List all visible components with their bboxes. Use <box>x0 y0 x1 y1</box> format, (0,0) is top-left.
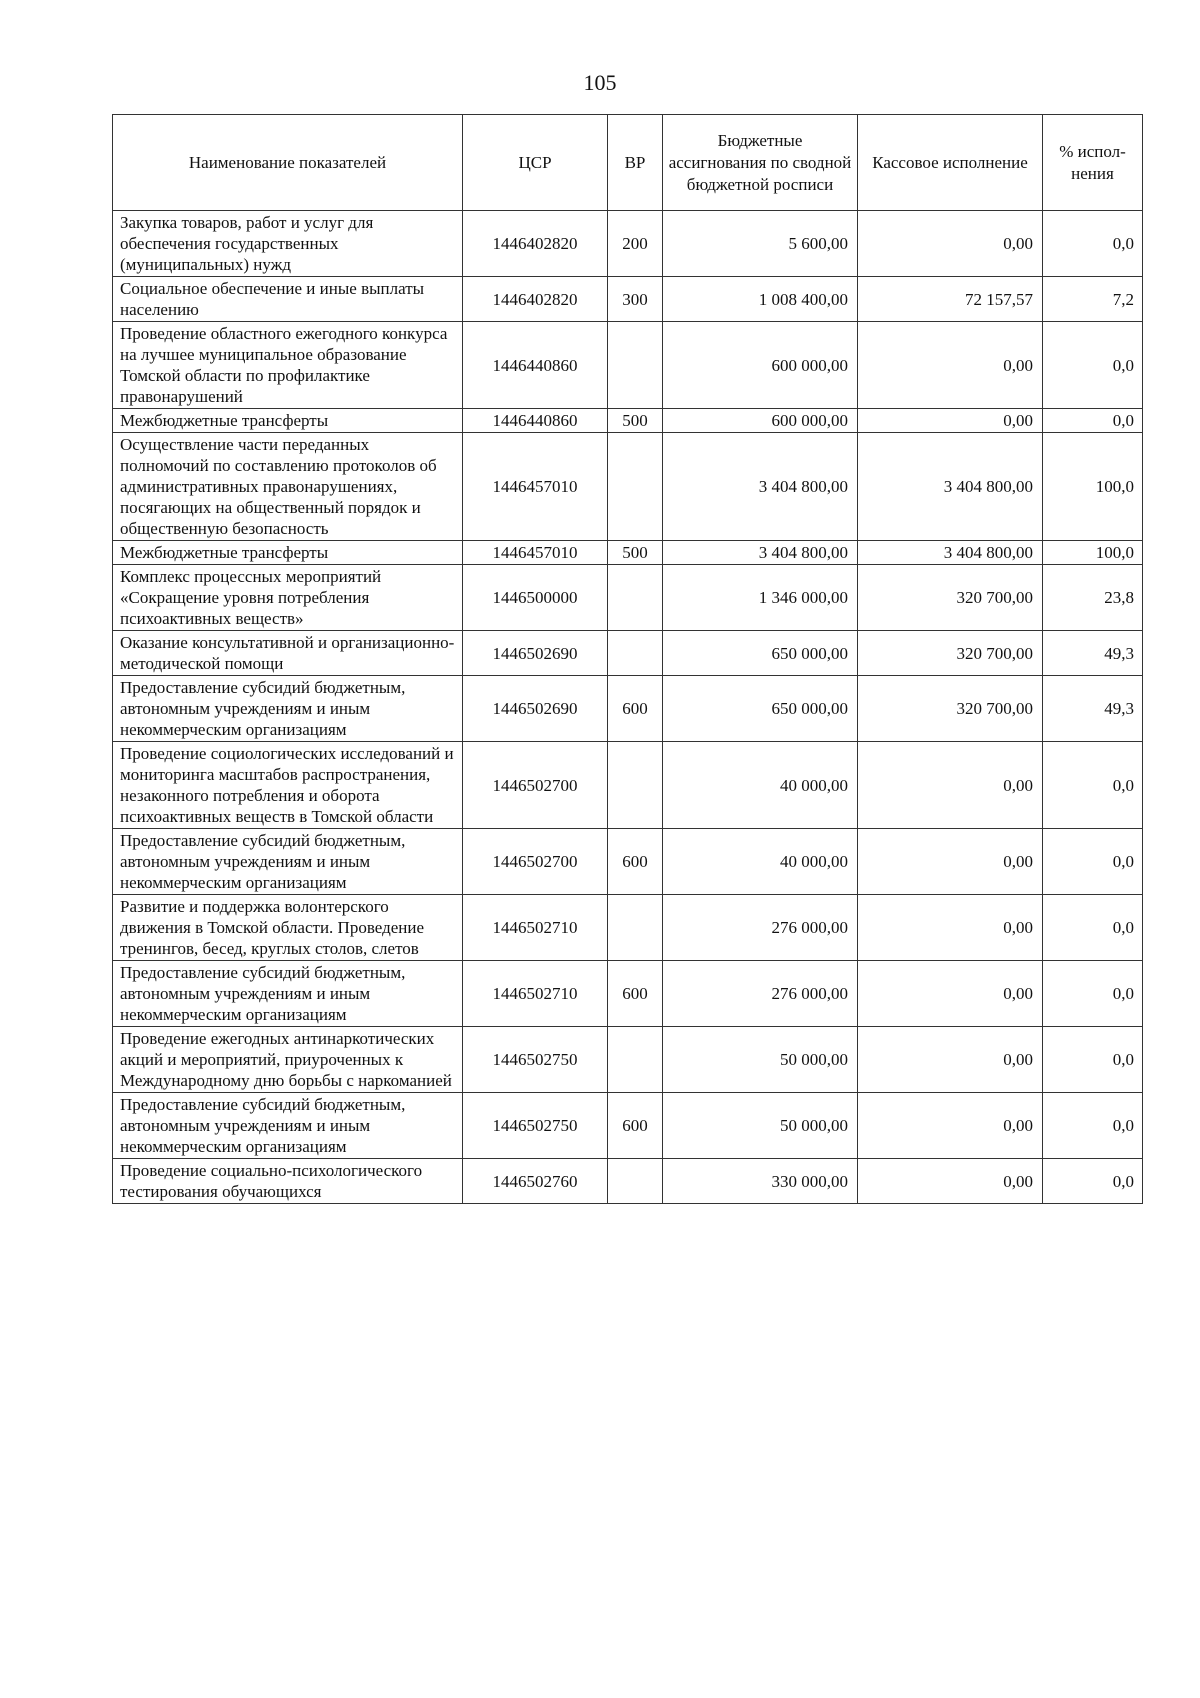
header-allocations: Бюджетные ассигнования по сводной бюджетной росписи <box>663 115 858 211</box>
cell-vr: 600 <box>608 829 663 895</box>
cell-csr: 1446502690 <box>463 676 608 742</box>
table-row <box>113 1159 1143 1204</box>
cell-name: Предоставление субсидий бюджетным, автономным учреждениям и иным некоммерческим организациям <box>113 1093 463 1159</box>
cell-vr <box>608 433 663 541</box>
page-number: 105 <box>583 70 617 95</box>
cell-name: Проведение социологических исследований и мониторинга масштабов распространения, незаконного потребления и оборота психоактивных веществ в Томской области <box>113 742 463 829</box>
cell-execution: 0,00 <box>858 961 1043 1027</box>
cell-csr: 1446457010 <box>463 433 608 541</box>
header-vr: ВР <box>608 115 663 211</box>
cell-allocations: 650 000,00 <box>663 631 858 676</box>
cell-vr <box>608 895 663 961</box>
cell-percent: 0,0 <box>1043 829 1143 895</box>
cell-name: Осуществление части переданных полномочий по составлению протоколов об административных правонарушениях, посягающих на общественный порядок и общественную безопасность <box>113 433 463 541</box>
cell-allocations: 650 000,00 <box>663 676 858 742</box>
cell-name: Предоставление субсидий бюджетным, автономным учреждениям и иным некоммерческим организациям <box>113 961 463 1027</box>
table-row <box>113 1093 1143 1159</box>
cell-execution: 72 157,57 <box>858 277 1043 322</box>
cell-vr: 600 <box>608 676 663 742</box>
cell-percent: 0,0 <box>1043 211 1143 277</box>
cell-percent: 49,3 <box>1043 676 1143 742</box>
cell-percent: 7,2 <box>1043 277 1143 322</box>
cell-execution: 0,00 <box>858 211 1043 277</box>
table-row <box>113 322 1143 409</box>
cell-allocations: 600 000,00 <box>663 322 858 409</box>
cell-csr: 1446440860 <box>463 322 608 409</box>
cell-percent: 0,0 <box>1043 742 1143 829</box>
cell-percent: 0,0 <box>1043 961 1143 1027</box>
cell-csr: 1446402820 <box>463 211 608 277</box>
cell-execution: 320 700,00 <box>858 631 1043 676</box>
cell-name: Оказание консультативной и организационно-методической помощи <box>113 631 463 676</box>
cell-execution: 0,00 <box>858 742 1043 829</box>
cell-allocations: 5 600,00 <box>663 211 858 277</box>
header-name: Наименование показателей <box>113 115 463 211</box>
table-row <box>113 565 1143 631</box>
cell-execution: 0,00 <box>858 895 1043 961</box>
cell-name: Закупка товаров, работ и услуг для обеспечения государственных (муниципальных) нужд <box>113 211 463 277</box>
cell-allocations: 3 404 800,00 <box>663 433 858 541</box>
cell-name: Проведение социально-психологического тестирования обучающихся <box>113 1159 463 1204</box>
table-row <box>113 277 1143 322</box>
cell-percent: 0,0 <box>1043 1027 1143 1093</box>
cell-allocations: 40 000,00 <box>663 742 858 829</box>
cell-execution: 0,00 <box>858 409 1043 433</box>
cell-vr <box>608 565 663 631</box>
cell-name: Предоставление субсидий бюджетным, автономным учреждениям и иным некоммерческим организациям <box>113 829 463 895</box>
cell-name: Комплекс процессных мероприятий «Сокращение уровня потребления психоактивных веществ» <box>113 565 463 631</box>
cell-csr: 1446502700 <box>463 829 608 895</box>
cell-execution: 3 404 800,00 <box>858 541 1043 565</box>
cell-allocations: 330 000,00 <box>663 1159 858 1204</box>
cell-allocations: 600 000,00 <box>663 409 858 433</box>
cell-vr: 500 <box>608 541 663 565</box>
table-row <box>113 541 1143 565</box>
cell-allocations: 1 346 000,00 <box>663 565 858 631</box>
cell-vr: 200 <box>608 211 663 277</box>
cell-execution: 320 700,00 <box>858 565 1043 631</box>
cell-execution: 3 404 800,00 <box>858 433 1043 541</box>
table-row <box>113 742 1143 829</box>
cell-allocations: 1 008 400,00 <box>663 277 858 322</box>
cell-vr <box>608 322 663 409</box>
table-row <box>113 961 1143 1027</box>
table-row <box>113 1027 1143 1093</box>
cell-name: Развитие и поддержка волонтерского движения в Томской области. Проведение тренингов, бесед, круглых столов, слетов <box>113 895 463 961</box>
cell-name: Межбюджетные трансферты <box>113 409 463 433</box>
table-row <box>113 409 1143 433</box>
cell-csr: 1446440860 <box>463 409 608 433</box>
cell-execution: 0,00 <box>858 829 1043 895</box>
cell-csr: 1446402820 <box>463 277 608 322</box>
cell-allocations: 40 000,00 <box>663 829 858 895</box>
cell-vr <box>608 1159 663 1204</box>
cell-execution: 320 700,00 <box>858 676 1043 742</box>
cell-execution: 0,00 <box>858 1027 1043 1093</box>
cell-allocations: 3 404 800,00 <box>663 541 858 565</box>
table-row <box>113 211 1143 277</box>
table-row <box>113 829 1143 895</box>
cell-percent: 100,0 <box>1043 541 1143 565</box>
cell-name: Социальное обеспечение и иные выплаты населению <box>113 277 463 322</box>
header-csr: ЦСР <box>463 115 608 211</box>
cell-vr: 300 <box>608 277 663 322</box>
cell-vr <box>608 742 663 829</box>
cell-csr: 1446502690 <box>463 631 608 676</box>
cell-vr <box>608 631 663 676</box>
table-row <box>113 631 1143 676</box>
cell-name: Проведение ежегодных антинаркотических акций и мероприятий, приуроченных к Международному дню борьбы с наркоманией <box>113 1027 463 1093</box>
cell-csr: 1446502750 <box>463 1027 608 1093</box>
cell-name: Предоставление субсидий бюджетным, автономным учреждениям и иным некоммерческим организациям <box>113 676 463 742</box>
cell-name: Проведение областного ежегодного конкурса на лучшее муниципальное образование Томской области по профилактике правонарушений <box>113 322 463 409</box>
cell-csr: 1446457010 <box>463 541 608 565</box>
cell-percent: 100,0 <box>1043 433 1143 541</box>
cell-percent: 23,8 <box>1043 565 1143 631</box>
cell-csr: 1446502750 <box>463 1093 608 1159</box>
cell-name: Межбюджетные трансферты <box>113 541 463 565</box>
cell-csr: 1446500000 <box>463 565 608 631</box>
budget-table <box>112 114 1143 1204</box>
cell-execution: 0,00 <box>858 1093 1043 1159</box>
cell-allocations: 276 000,00 <box>663 961 858 1027</box>
cell-vr: 600 <box>608 1093 663 1159</box>
table-row <box>113 433 1143 541</box>
cell-csr: 1446502710 <box>463 961 608 1027</box>
cell-vr: 600 <box>608 961 663 1027</box>
cell-csr: 1446502760 <box>463 1159 608 1204</box>
cell-execution: 0,00 <box>858 1159 1043 1204</box>
cell-percent: 0,0 <box>1043 1159 1143 1204</box>
cell-execution: 0,00 <box>858 322 1043 409</box>
cell-percent: 0,0 <box>1043 895 1143 961</box>
table-body <box>113 211 1143 1204</box>
header-percent: % испол-нения <box>1043 115 1143 211</box>
cell-csr: 1446502710 <box>463 895 608 961</box>
table-header-row <box>113 115 1143 211</box>
cell-percent: 0,0 <box>1043 409 1143 433</box>
table-row <box>113 676 1143 742</box>
cell-vr: 500 <box>608 409 663 433</box>
cell-allocations: 276 000,00 <box>663 895 858 961</box>
cell-vr <box>608 1027 663 1093</box>
table-row <box>113 895 1143 961</box>
cell-percent: 0,0 <box>1043 322 1143 409</box>
cell-csr: 1446502700 <box>463 742 608 829</box>
cell-percent: 49,3 <box>1043 631 1143 676</box>
cell-percent: 0,0 <box>1043 1093 1143 1159</box>
cell-allocations: 50 000,00 <box>663 1027 858 1093</box>
cell-allocations: 50 000,00 <box>663 1093 858 1159</box>
header-execution: Кассовое исполнение <box>858 115 1043 211</box>
